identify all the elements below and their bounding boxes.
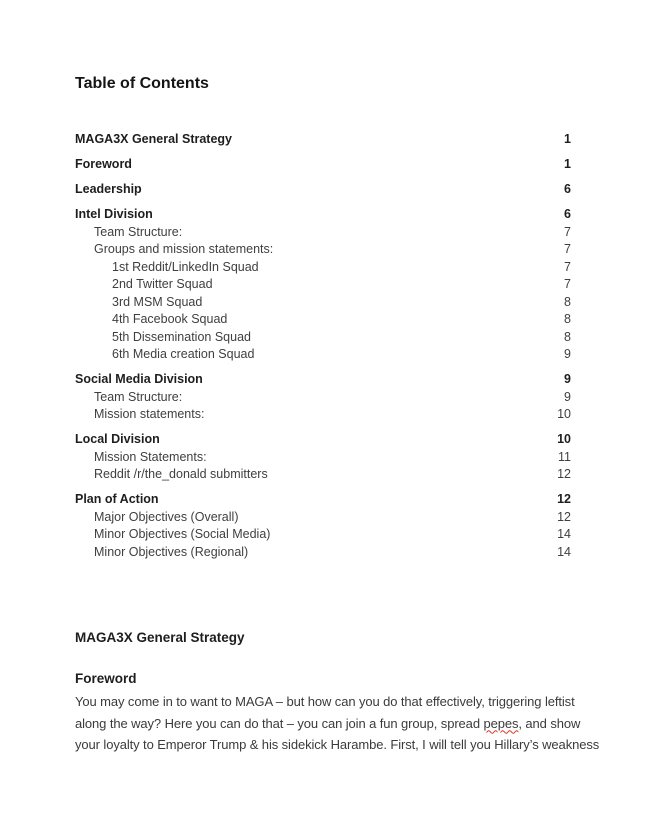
toc-title: Table of Contents — [75, 75, 209, 92]
toc-entry[interactable] — [75, 509, 571, 527]
toc-entry-page: 7 — [564, 242, 571, 256]
toc-entry[interactable] — [75, 206, 571, 224]
toc-entry-label: Foreword — [75, 157, 132, 171]
toc-entry[interactable] — [75, 526, 571, 544]
toc-entry-label: Major Objectives (Overall) — [94, 509, 239, 524]
toc-group — [75, 156, 571, 174]
toc-entry-label: Social Media Division — [75, 372, 203, 386]
toc-entry-page: 6 — [564, 182, 571, 196]
toc-entry-label: Team Structure: — [94, 224, 183, 239]
toc-entry[interactable] — [75, 131, 571, 149]
toc-entry[interactable] — [75, 346, 571, 364]
toc-entry-label: Minor Objectives (Regional) — [94, 544, 249, 559]
toc-entry-label: 5th Dissemination Squad — [112, 329, 251, 344]
toc-entry-page: 12 — [557, 492, 571, 506]
paragraph-line-3: your loyalty to Emperor Trump & his sidekick Harambe. First, I will tell you Hillary’s weakness — [75, 737, 600, 752]
paragraph-line-2 — [75, 713, 581, 735]
toc-entry-label: Mission statements: — [94, 407, 205, 421]
toc-entry-page: 10 — [557, 407, 571, 421]
paragraph-text: along the way? Here you can do that – you can join a fun group, spread — [75, 715, 484, 731]
table-of-contents — [75, 131, 571, 561]
section-heading: MAGA3X General Strategy — [75, 630, 245, 645]
toc-entry-page: 8 — [564, 329, 571, 344]
toc-entry[interactable] — [75, 406, 571, 424]
toc-entry-label: 2nd Twitter Squad — [112, 277, 213, 291]
toc-entry-page: 9 — [564, 389, 571, 404]
toc-entry-page: 14 — [557, 544, 571, 559]
toc-group — [75, 491, 571, 561]
toc-entry-label: MAGA3X General Strategy — [75, 132, 232, 146]
toc-entry[interactable] — [75, 371, 571, 389]
misspelled-word: pepes — [483, 715, 519, 731]
toc-entry-page: 10 — [557, 432, 571, 446]
toc-entry-label: Minor Objectives (Social Media) — [94, 527, 271, 541]
toc-entry-page: 11 — [558, 449, 571, 464]
toc-entry[interactable] — [75, 466, 571, 484]
toc-group — [75, 181, 571, 199]
toc-entry-label: 3rd MSM Squad — [112, 294, 203, 309]
toc-entry-page: 12 — [557, 509, 571, 524]
toc-entry[interactable] — [75, 259, 571, 277]
toc-entry-page: 9 — [564, 372, 571, 386]
toc-entry-label: Leadership — [75, 182, 142, 196]
toc-entry[interactable] — [75, 294, 571, 312]
toc-group — [75, 131, 571, 149]
toc-entry-page: 9 — [564, 347, 571, 361]
toc-entry[interactable] — [75, 311, 571, 329]
toc-entry-label: Plan of Action — [75, 492, 159, 506]
foreword-paragraph — [75, 691, 600, 756]
toc-entry-page: 14 — [557, 527, 571, 541]
toc-entry-label: 6th Media creation Squad — [112, 347, 255, 361]
paragraph-text: , and show — [518, 715, 581, 731]
toc-entry-label: Mission Statements: — [94, 449, 207, 464]
toc-entry-page: 7 — [564, 259, 571, 274]
paragraph-line-1: You may come in to want to MAGA – but how can you do that effectively, triggering leftist — [75, 694, 575, 709]
toc-entry[interactable] — [75, 224, 571, 242]
toc-entry[interactable] — [75, 181, 571, 199]
toc-entry[interactable] — [75, 156, 571, 174]
toc-group — [75, 371, 571, 424]
toc-entry[interactable] — [75, 449, 571, 467]
toc-entry[interactable] — [75, 276, 571, 294]
toc-entry-page: 8 — [564, 294, 571, 309]
toc-entry[interactable] — [75, 241, 571, 259]
toc-group — [75, 206, 571, 364]
toc-entry-label: Groups and mission statements: — [94, 242, 274, 256]
toc-entry[interactable] — [75, 389, 571, 407]
toc-entry-page: 7 — [564, 277, 571, 291]
toc-entry[interactable] — [75, 329, 571, 347]
toc-entry[interactable] — [75, 431, 571, 449]
toc-entry-page: 7 — [564, 224, 571, 239]
document-body — [75, 630, 600, 756]
toc-entry-page: 8 — [564, 312, 571, 326]
toc-entry-label: 4th Facebook Squad — [112, 312, 228, 326]
toc-entry-label: Intel Division — [75, 207, 153, 221]
toc-entry-label: Team Structure: — [94, 389, 183, 404]
toc-entry-page: 1 — [564, 157, 571, 171]
toc-entry[interactable] — [75, 491, 571, 509]
toc-group — [75, 431, 571, 484]
toc-entry-label: Local Division — [75, 432, 160, 446]
toc-entry-page: 12 — [557, 467, 571, 481]
toc-entry[interactable] — [75, 544, 571, 562]
toc-entry-page: 6 — [564, 207, 571, 221]
toc-entry-label: 1st Reddit/LinkedIn Squad — [112, 259, 259, 274]
subsection-heading: Foreword — [75, 671, 137, 686]
toc-entry-page: 1 — [564, 132, 571, 146]
toc-entry-label: Reddit /r/the_donald submitters — [94, 467, 268, 481]
